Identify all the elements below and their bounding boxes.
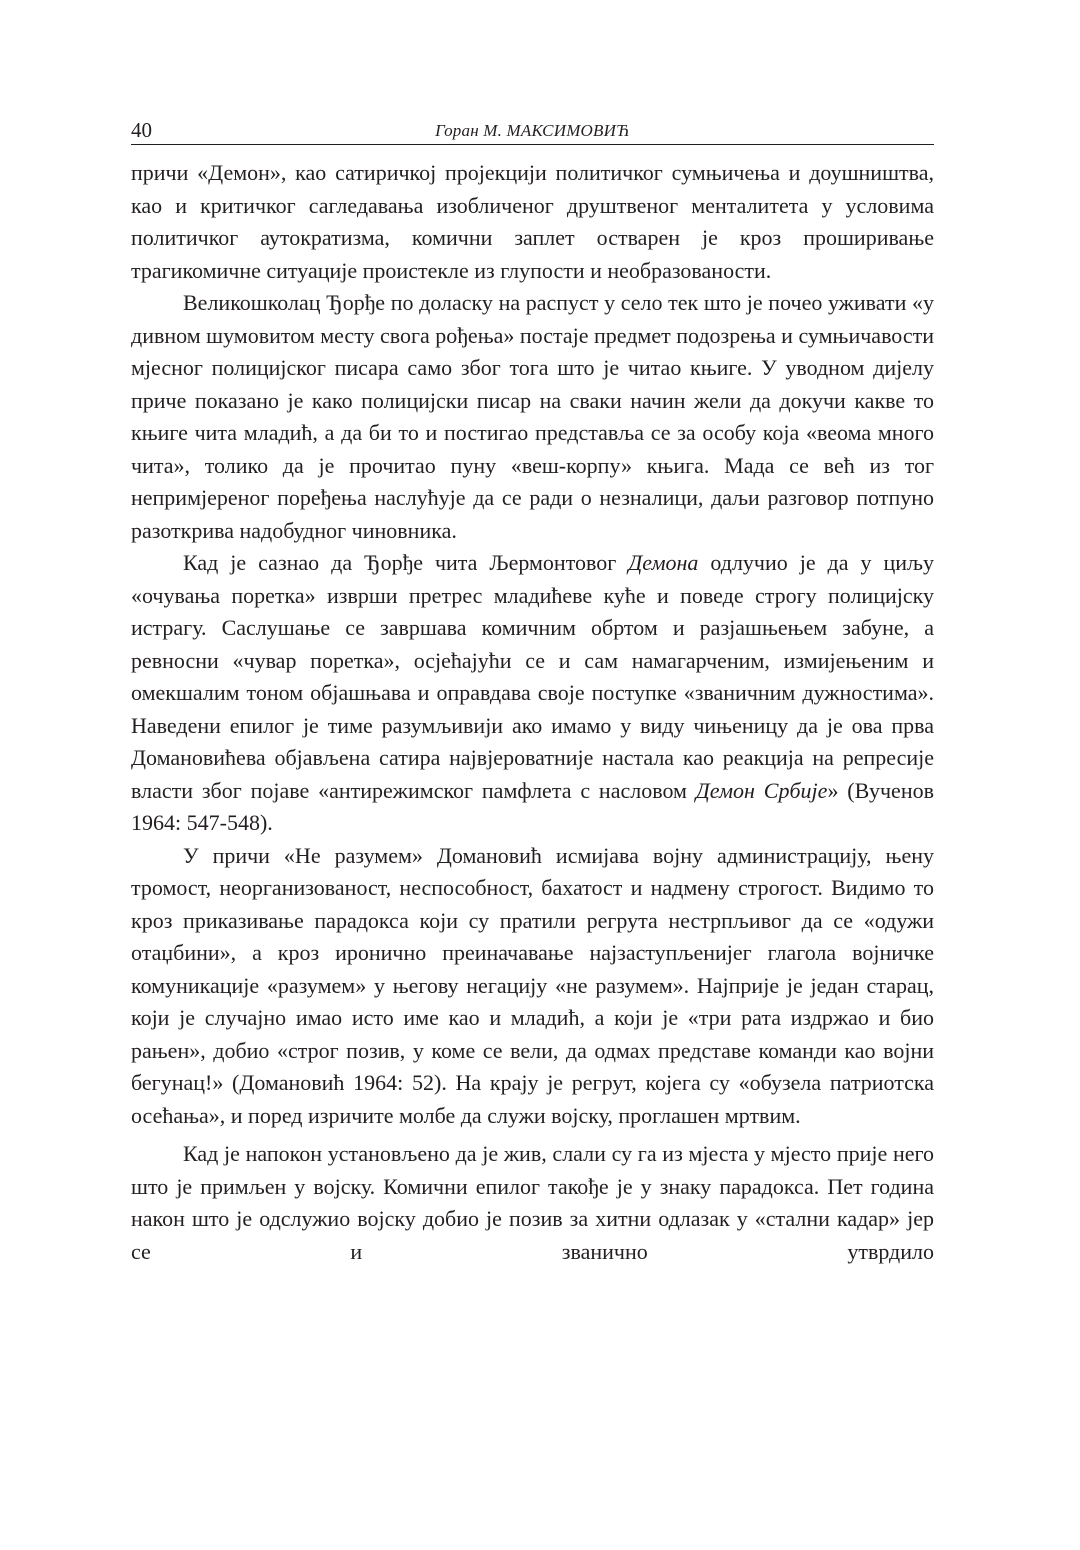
paragraph-3 (131, 547, 934, 840)
paragraph-3-text-c: » (Вученов 1964: 547-548). (131, 777, 934, 835)
paragraph-2: Великошколац Ђорђе по доласку на распуст у село тек што је почео уживати «у дивном шумовитом месту свога рођења» постаје предмет подозрења и сумњичавости мјесног полицијског писара само због тога што је читао књиге. У уводном дијелу приче показано је како полицијски писар на сваки начин жели да докучи какве то књиге чита младић, а да би то и постигао представља се за особу која «веома много чита», толико да је прочитао пуну «веш-корпу» књига. Мада се већ из тог непримјереног поређења наслућује да се ради о незналици, даљи разговор потпуно разоткрива надобудног чиновника. (131, 290, 935, 543)
paragraph-3-text-a: Кад је сазнао да Ђорђе чита Љермонтовог (183, 550, 629, 575)
paragraph-4: У причи «Не разумем» Домановић исмијава војну администрацију, њену тромост, неорганизованост, неспособност, бахатост и надмену строгост. Видимо то кроз приказивање парадокса који су пратили регрута нестрпљивог да се «одужи отаџбини», а кроз иронично преиначавање најзаступљенијег глагола војничке комуникације «разумем» у његову негацију «не разумем». Најприје је један старац, који је случајно имао исто име као и младић, а који је «три рата издржао и био рањен», добио «строг позив, у коме се вели, да одмах представе команди као војни бегунац!» (Домановић 1964: 52). На крају је регрут, којега су «обузела патриотска осећања», и поред изричите молбе да служи војску, проглашен мртвим. (131, 842, 934, 1128)
book-page (131, 112, 934, 1268)
paragraph-3-text-b: одлучио је да у циљу «очувања поретка» изврши претрес младићеве куће и поведе строгу полицијску истрагу. Саслушање се завршава комичним обртом и разјашњењем забуне, а ревносни «чувар поретка», осјећајући се и сам намагарченим, измијењеним и омекшалим тоном објашњава и оправдава своје поступке «званичним дужностима». Наведени епилог је тиме разумљивији ако имамо у виду чињеницу да је ова прва Домановићева објављена сатира највјероватније настала као реакција на репресије власти због појаве «антирежимског памфлета с насловом (131, 550, 934, 803)
running-head (131, 112, 934, 145)
paragraph-5: Кад је напокон установљено да је жив, слали су га из мјеста у мјесто прије него што је примљен у војску. Комични епилог такође је у знаку парадокса. Пет година након што је одслужио војску добио је позив за хитни одлазак у «стални кадар» јер се и званично утврдило (131, 1141, 934, 1264)
page-number: 40 (131, 118, 152, 142)
running-title: Горан М. МАКСИМОВИЋ (435, 121, 630, 140)
paragraph-3-italic-title-b: Демон Србије (695, 777, 828, 803)
paragraph-1: причи «Демон», као сатиричкој пројекцији политичког сумњичења и доушништва, као и критичког сагледавања изобличеног друштвеног менталитета у условима политичког аутократизма, комични заплет остварен је кроз проширивање трагикомичне ситуације проистекле из глупости и необразованости. (131, 160, 934, 283)
paragraph-3-italic-title-a: Демона (628, 550, 699, 575)
body-text (131, 157, 934, 1268)
